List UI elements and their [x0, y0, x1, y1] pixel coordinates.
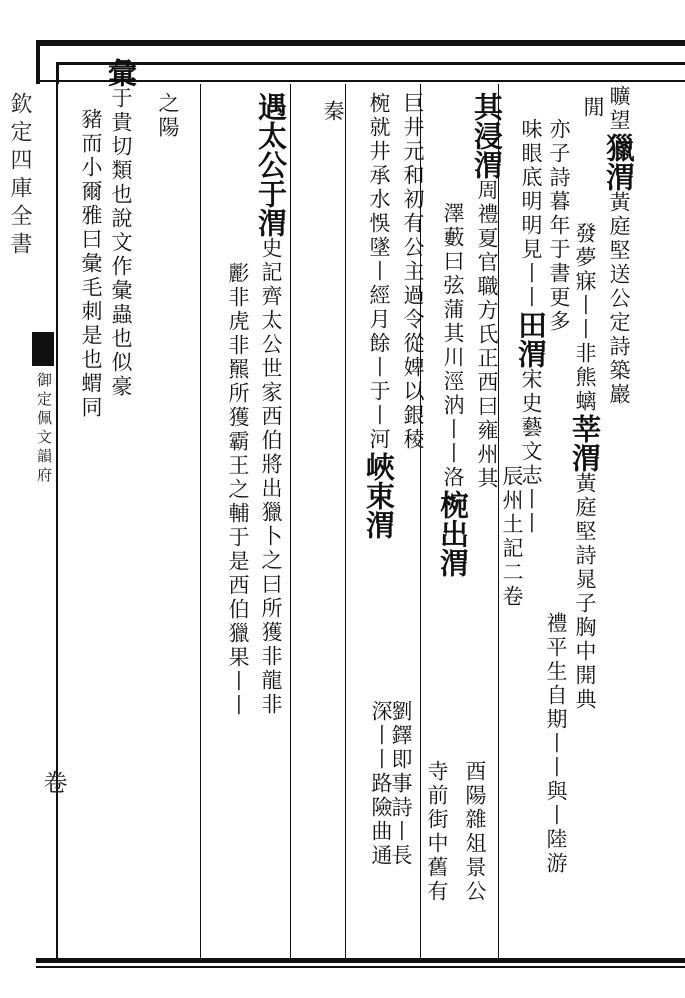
margin-volume-title: 御定佩文韻府: [35, 372, 53, 486]
top-border-thick: [36, 40, 685, 46]
bottom-border: [36, 958, 685, 963]
text-column-15: [135, 92, 181, 140]
text-run: 辰州土記二卷: [500, 465, 524, 609]
text-run: 黃庭堅詩晁子胸中開典: [573, 472, 597, 712]
top-step: [36, 40, 40, 84]
text-column-12: [300, 100, 346, 124]
text-run: 禮平生自期丨丨與丨陸游: [544, 612, 568, 876]
text-column-3b: [535, 612, 569, 876]
margin-book-title: 欽定四庫全書: [7, 92, 32, 260]
text-run: 深丨丨路險曲通: [369, 700, 393, 868]
text-run: 巨井元和初有公主過令從婢以銀稜: [401, 92, 425, 452]
text-run: 亦子詩暮年于書更多: [547, 118, 571, 334]
text-run: 宋史藝文志丨丨: [519, 368, 543, 536]
entry-headword: 椀出渭: [436, 490, 470, 577]
text-run: 劉鐸即事詩丨長: [389, 700, 413, 868]
entry-headword: 其浸渭: [470, 92, 504, 179]
text-column-7b: [448, 760, 488, 904]
entry-headword: 彙: [104, 58, 138, 87]
text-run: 椀就井承水悞墜丨經月餘丨于丨河: [367, 92, 391, 452]
text-run: 于貴切類也說文作彙蟲也似豪: [109, 87, 133, 399]
text-column-10: [348, 92, 394, 539]
text-run: 發夢寐丨丨非熊螭: [573, 222, 597, 414]
text-run: 之陽: [156, 92, 180, 140]
text-column-11b: [384, 700, 414, 868]
text-column-7: [422, 202, 468, 577]
entry-headword: 田渭: [514, 310, 548, 368]
text-run: 味眼底明明見丨丨: [519, 118, 543, 310]
column-divider: [290, 84, 291, 958]
text-run: 酉陽雜俎景公: [463, 760, 487, 904]
text-run: 秦: [321, 100, 345, 124]
text-run: 澤藪曰弦蒲其川涇汭丨丨洛: [441, 202, 465, 490]
text-run: 豬而小爾雅曰彙毛刺是也蝟同: [79, 108, 103, 420]
text-run: 黃庭堅送公定詩築巖: [607, 191, 631, 407]
text-column-17: [58, 108, 104, 420]
column-divider: [345, 84, 346, 958]
text-run: 曠望: [607, 85, 631, 133]
column-divider: [200, 84, 201, 958]
margin-fish-tail: [32, 332, 54, 366]
entry-headword: 莘渭: [568, 414, 602, 472]
bottom-border-thin: [36, 966, 685, 968]
text-run: 閒: [581, 96, 605, 120]
text-run: 彲非虎非羆所獲霸王之輔于是西伯獵果丨丨: [226, 262, 250, 718]
text-run: 寺前街中舊有: [425, 760, 449, 904]
entry-headword: 峽束渭: [362, 452, 396, 539]
entry-headword: 遇太公于渭: [254, 92, 288, 237]
margin-page-number: 卷: [39, 770, 67, 800]
entry-headword: 獵渭: [602, 133, 636, 191]
text-column-14: [205, 262, 251, 718]
text-column-8: [420, 760, 450, 904]
text-run: 史記齊太公世家西伯將出獵卜之曰所獲非龍非: [259, 237, 283, 717]
text-column-2: [560, 96, 606, 120]
top-border-thin: [56, 62, 685, 65]
text-run: 周禮夏官職方氏正西曰雍州其: [475, 179, 499, 491]
